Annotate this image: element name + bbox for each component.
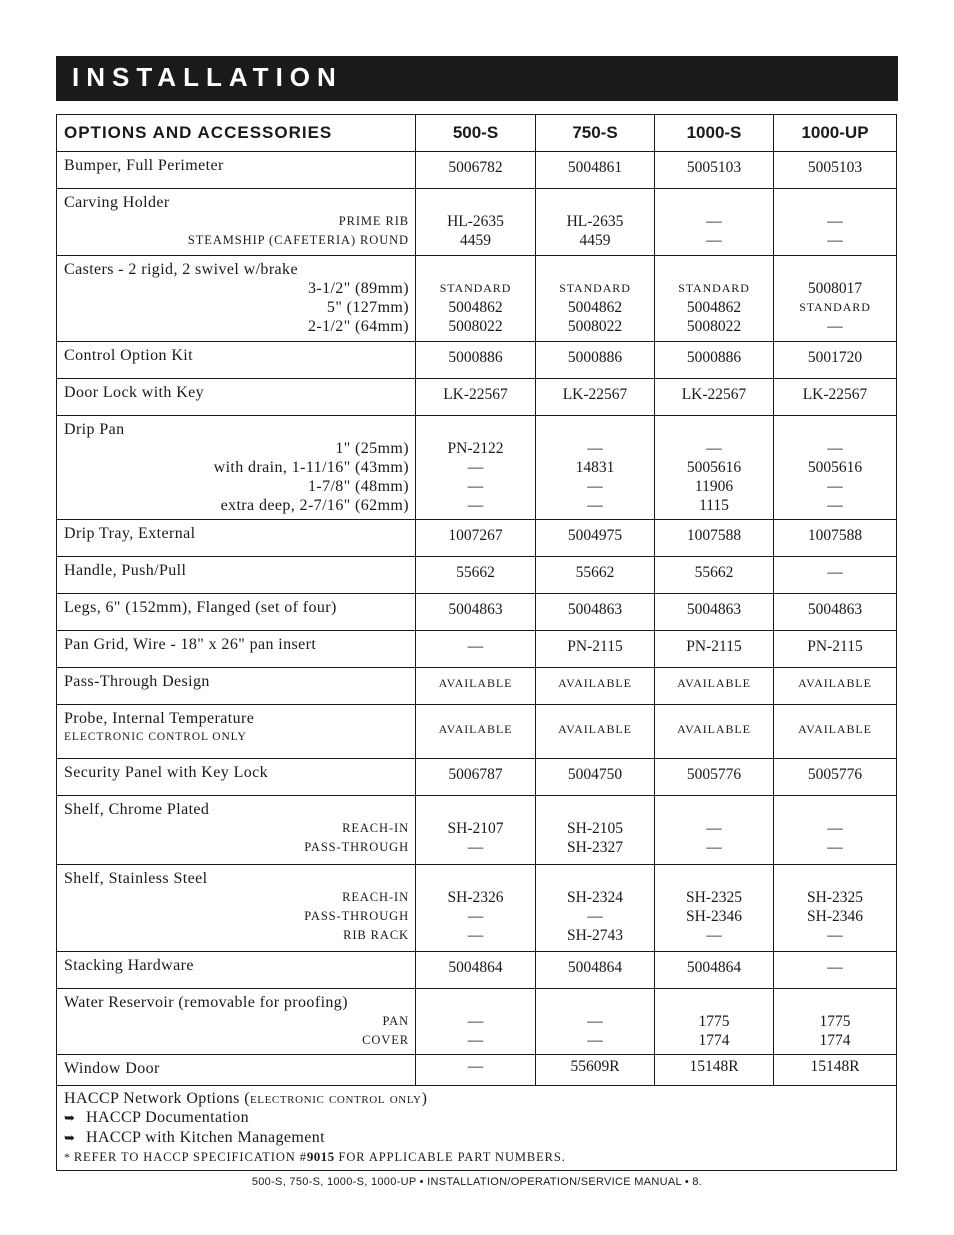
part-number: –– [706, 440, 722, 457]
value-cell-1000s [655, 705, 774, 759]
option-label-cell [57, 796, 416, 865]
option-name: Shelf, Chrome Plated [64, 801, 210, 818]
value-cell-500s [416, 379, 536, 416]
option-name: Control Option Kit [64, 347, 193, 364]
part-number: 5004863 [448, 601, 503, 618]
part-number: –– [827, 927, 843, 944]
haccp-title-note: electronic control only [249, 1090, 422, 1107]
value-cell-1000up [774, 631, 897, 668]
part-number: 55662 [694, 564, 734, 581]
value-cell-1000up [774, 1055, 897, 1086]
value-cell-750s [536, 668, 655, 705]
part-number: LK-22567 [443, 386, 508, 403]
value-cell-1000up [774, 705, 897, 759]
value-cell-750s [536, 152, 655, 189]
table-row [57, 759, 897, 796]
value-cell-750s [536, 865, 655, 952]
part-number: AVAILABLE [438, 722, 513, 736]
part-number: –– [706, 820, 722, 837]
value-cell-750s [536, 416, 655, 520]
section-banner [56, 56, 898, 101]
part-number: –– [827, 839, 843, 856]
part-number: STANDARD [559, 281, 631, 295]
part-number: –– [827, 318, 843, 335]
part-number: SH-2324 [567, 889, 623, 906]
table-row [57, 256, 897, 342]
part-number: 4459 [460, 232, 491, 249]
part-number: –– [467, 459, 484, 476]
value-cell-500s [416, 152, 536, 189]
table-row [57, 1055, 897, 1086]
value-cell-500s [416, 952, 536, 989]
haccp-cell [57, 1086, 897, 1171]
value-cell-1000up [774, 989, 897, 1055]
part-number: –– [467, 839, 484, 856]
value-cell-750s [536, 759, 655, 796]
part-number: –– [467, 638, 484, 655]
value-cell-500s [416, 865, 536, 952]
table-row [57, 705, 897, 759]
option-name: Bumper, Full Perimeter [64, 157, 224, 174]
option-variant: 2-1/2" (64mm) [307, 318, 409, 335]
page-footer: 500-S, 750-S, 1000-S, 1000-UP • INSTALLATION/OPERATION/SERVICE MANUAL • 8. [251, 1176, 703, 1188]
haccp-title [64, 1089, 890, 1108]
value-cell-500s [416, 256, 536, 342]
part-number: PN-2115 [686, 638, 742, 655]
part-number: AVAILABLE [558, 722, 632, 736]
haccp-note-asterisk: * [64, 1150, 74, 1164]
value-cell-1000s [655, 256, 774, 342]
option-label-cell [57, 557, 416, 594]
option-name: Water Reservoir (removable for proofing) [64, 994, 348, 1011]
part-number: 14831 [575, 459, 615, 476]
option-name: Legs, 6" (152mm), Flanged (set of four) [64, 599, 337, 616]
part-number: –– [827, 564, 843, 581]
part-number: 5005616 [807, 459, 863, 476]
option-variant: 3-1/2" (89mm) [307, 280, 409, 297]
haccp-note [64, 1148, 890, 1166]
option-variant: PASS-THROUGH [304, 909, 409, 923]
col-header-options: OPTIONS AND ACCESSORIES [57, 115, 416, 152]
part-number: 55609R [570, 1058, 620, 1075]
part-number: –– [467, 1032, 484, 1049]
part-number: 5001720 [807, 349, 863, 366]
part-number: LK-22567 [802, 386, 868, 403]
col-header-1000s: 1000-S [655, 115, 774, 152]
part-number: 5000886 [448, 349, 503, 366]
option-note: ELECTRONIC CONTROL ONLY [64, 731, 247, 743]
value-cell-500s [416, 520, 536, 557]
part-number: PN-2115 [807, 638, 863, 655]
part-number: –– [587, 497, 603, 514]
haccp-title-close: ) [421, 1090, 428, 1107]
part-number: –– [827, 820, 843, 837]
part-number: 5005776 [807, 766, 863, 783]
part-number: 5008017 [807, 280, 863, 297]
part-number: STANDARD [799, 300, 871, 314]
part-number: –– [467, 927, 484, 944]
value-cell-750s [536, 379, 655, 416]
value-cell-750s [536, 520, 655, 557]
part-number: 1007588 [807, 527, 863, 544]
value-cell-1000s [655, 989, 774, 1055]
haccp-item-label: HACCP Documentation [86, 1109, 249, 1126]
table-row [57, 342, 897, 379]
option-variant: PASS-THROUGH [304, 840, 409, 854]
value-cell-1000s [655, 416, 774, 520]
option-label-cell [57, 594, 416, 631]
value-cell-750s [536, 796, 655, 865]
table-row [57, 989, 897, 1055]
part-number: 5004862 [686, 299, 742, 316]
value-cell-500s [416, 594, 536, 631]
haccp-item [64, 1108, 890, 1128]
value-cell-1000s [655, 342, 774, 379]
part-number: STANDARD [678, 281, 750, 295]
part-number: –– [827, 497, 843, 514]
option-variant: STEAMSHIP (CAFETERIA) ROUND [187, 233, 409, 247]
part-number: –– [706, 232, 722, 249]
part-number: SH-2326 [447, 889, 504, 906]
part-number: –– [587, 478, 603, 495]
option-name: Security Panel with Key Lock [64, 764, 269, 781]
part-number: –– [827, 232, 843, 249]
part-number: –– [827, 440, 843, 457]
table-row [57, 796, 897, 865]
part-number: AVAILABLE [798, 722, 872, 736]
option-label-cell [57, 952, 416, 989]
part-number: LK-22567 [562, 386, 628, 403]
part-number: –– [467, 497, 484, 514]
value-cell-1000s [655, 379, 774, 416]
part-number: 1007267 [448, 527, 503, 544]
part-number: SH-2105 [567, 820, 623, 837]
haccp-spec-number: 9015 [306, 1149, 335, 1164]
value-cell-500s [416, 189, 536, 256]
value-cell-750s [536, 952, 655, 989]
option-label-cell [57, 416, 416, 520]
part-number: 5004863 [686, 601, 742, 618]
col-header-750s: 750-S [536, 115, 655, 152]
part-number: 5008022 [448, 318, 503, 335]
value-cell-1000s [655, 520, 774, 557]
value-cell-1000up [774, 796, 897, 865]
table-row [57, 668, 897, 705]
option-variant: 1" (25mm) [335, 440, 409, 457]
value-cell-500s [416, 796, 536, 865]
value-cell-1000up [774, 952, 897, 989]
part-number: 5000886 [567, 349, 623, 366]
haccp-row [57, 1086, 897, 1171]
option-label-cell [57, 989, 416, 1055]
part-number: –– [587, 440, 603, 457]
table-row [57, 631, 897, 668]
option-variant: RIB RACK [343, 928, 409, 942]
part-number: 15148R [810, 1058, 860, 1075]
option-name: Pass-Through Design [64, 673, 210, 690]
part-number: HL-2635 [566, 213, 624, 230]
part-number: 55662 [575, 564, 615, 581]
option-variant: COVER [362, 1033, 409, 1047]
option-variant: PAN [382, 1014, 409, 1028]
table-row [57, 557, 897, 594]
part-number: STANDARD [439, 281, 512, 295]
part-number: –– [706, 839, 722, 856]
value-cell-1000s [655, 865, 774, 952]
value-cell-1000up [774, 520, 897, 557]
value-cell-1000up [774, 342, 897, 379]
part-number: –– [827, 478, 843, 495]
option-name: Stacking Hardware [64, 957, 194, 974]
part-number: –– [467, 908, 484, 925]
option-label-cell [57, 631, 416, 668]
part-number: 5005776 [686, 766, 742, 783]
haccp-note-tail: FOR APPLICABLE PART NUMBERS. [334, 1150, 566, 1164]
part-number: 5006782 [448, 159, 503, 176]
arrow-right-icon: ➥ [64, 1131, 76, 1146]
option-label-cell [57, 1055, 416, 1086]
part-number: 5008022 [567, 318, 623, 335]
value-cell-1000up [774, 152, 897, 189]
value-cell-1000up [774, 189, 897, 256]
value-cell-750s [536, 705, 655, 759]
option-variant: 5" (127mm) [326, 299, 409, 316]
part-number: –– [587, 1032, 603, 1049]
part-number: 5004861 [567, 159, 623, 176]
part-number: PN-2115 [567, 638, 623, 655]
part-number: 5004750 [567, 766, 623, 783]
option-name: Drip Pan [64, 421, 125, 438]
value-cell-1000up [774, 379, 897, 416]
value-cell-750s [536, 631, 655, 668]
value-cell-750s [536, 594, 655, 631]
option-name: Handle, Push/Pull [64, 562, 187, 579]
part-number: 5004863 [567, 601, 623, 618]
haccp-title-text: HACCP Network Options ( [64, 1090, 250, 1107]
value-cell-1000s [655, 1055, 774, 1086]
part-number: 5004864 [567, 959, 623, 976]
value-cell-1000up [774, 594, 897, 631]
value-cell-1000s [655, 557, 774, 594]
table-row [57, 416, 897, 520]
part-number: 5006787 [448, 766, 503, 783]
option-name: Window Door [64, 1060, 160, 1077]
part-number: 5005616 [686, 459, 742, 476]
part-number: SH-2325 [807, 889, 863, 906]
haccp-item-label: HACCP with Kitchen Management [86, 1129, 325, 1146]
option-label-cell [57, 865, 416, 952]
option-name: Casters - 2 rigid, 2 swivel w/brake [64, 261, 298, 278]
value-cell-500s [416, 557, 536, 594]
part-number: –– [587, 908, 603, 925]
arrow-right-icon: ➥ [64, 1111, 76, 1126]
part-number: AVAILABLE [558, 676, 632, 690]
part-number: 5005103 [807, 159, 863, 176]
value-cell-1000up [774, 416, 897, 520]
option-variant: 1-7/8" (48mm) [307, 478, 409, 495]
part-number: AVAILABLE [677, 722, 751, 736]
table-row [57, 865, 897, 952]
value-cell-500s [416, 1055, 536, 1086]
option-label-cell [57, 152, 416, 189]
option-label-cell [57, 668, 416, 705]
part-number: 1774 [819, 1032, 851, 1049]
table-row [57, 520, 897, 557]
option-label-cell [57, 256, 416, 342]
part-number: SH-2325 [686, 889, 742, 906]
option-name: Door Lock with Key [64, 384, 205, 401]
option-name: Carving Holder [64, 194, 170, 211]
value-cell-1000s [655, 796, 774, 865]
part-number: –– [467, 478, 484, 495]
value-cell-500s [416, 342, 536, 379]
option-name: Probe, Internal Temperature [64, 710, 255, 727]
value-cell-500s [416, 705, 536, 759]
option-variant: PRIME RIB [338, 214, 409, 228]
part-number: 55662 [456, 564, 495, 581]
part-number: SH-2107 [447, 820, 504, 837]
part-number: 5004864 [448, 959, 503, 976]
value-cell-1000s [655, 189, 774, 256]
option-name: Shelf, Stainless Steel [64, 870, 208, 887]
part-number: 5005103 [686, 159, 742, 176]
part-number: 5004862 [448, 299, 503, 316]
value-cell-750s [536, 1055, 655, 1086]
option-label-cell [57, 342, 416, 379]
part-number: AVAILABLE [438, 676, 513, 690]
option-label-cell [57, 520, 416, 557]
table-row [57, 189, 897, 256]
col-header-1000up: 1000-UP [774, 115, 897, 152]
option-label-cell [57, 189, 416, 256]
part-number: SH-2346 [807, 908, 863, 925]
value-cell-500s [416, 416, 536, 520]
col-header-500s: 500-S [416, 115, 536, 152]
value-cell-500s [416, 759, 536, 796]
option-name: Drip Tray, External [64, 525, 196, 542]
option-label-cell [57, 759, 416, 796]
value-cell-750s [536, 342, 655, 379]
part-number: 5004862 [567, 299, 623, 316]
part-number: SH-2327 [567, 839, 623, 856]
value-cell-500s [416, 989, 536, 1055]
part-number: AVAILABLE [798, 676, 872, 690]
value-cell-750s [536, 989, 655, 1055]
part-number: 4459 [579, 232, 611, 249]
table-row [57, 594, 897, 631]
part-number: 5004863 [807, 601, 863, 618]
option-name: Pan Grid, Wire - 18" x 26" pan insert [64, 636, 317, 653]
value-cell-1000up [774, 865, 897, 952]
value-cell-1000s [655, 594, 774, 631]
option-variant: with drain, 1-11/16" (43mm) [213, 459, 409, 476]
value-cell-750s [536, 256, 655, 342]
part-number: 1007588 [686, 527, 742, 544]
haccp-note-text: REFER TO HACCP SPECIFICATION # [73, 1150, 307, 1164]
part-number: –– [706, 213, 722, 230]
value-cell-500s [416, 668, 536, 705]
part-number: 5008022 [686, 318, 742, 335]
part-number: –– [827, 213, 843, 230]
value-cell-1000s [655, 152, 774, 189]
table-header-row [57, 115, 897, 152]
value-cell-1000s [655, 631, 774, 668]
part-number: SH-2346 [686, 908, 742, 925]
part-number: 5004975 [567, 527, 623, 544]
value-cell-1000up [774, 557, 897, 594]
part-number: LK-22567 [681, 386, 747, 403]
part-number: 1774 [698, 1032, 730, 1049]
value-cell-1000up [774, 668, 897, 705]
table-row [57, 152, 897, 189]
haccp-item [64, 1128, 890, 1148]
part-number: 1775 [698, 1013, 730, 1030]
option-variant: REACH-IN [342, 821, 409, 835]
part-number: AVAILABLE [677, 676, 751, 690]
part-number: HL-2635 [447, 213, 504, 230]
value-cell-1000s [655, 952, 774, 989]
part-number: –– [706, 927, 722, 944]
table-row [57, 379, 897, 416]
value-cell-1000up [774, 256, 897, 342]
option-label-cell [57, 705, 416, 759]
part-number: 15148R [689, 1058, 739, 1075]
table-row [57, 952, 897, 989]
part-number: –– [827, 959, 843, 976]
part-number: PN-2122 [447, 440, 504, 457]
value-cell-750s [536, 557, 655, 594]
value-cell-1000s [655, 668, 774, 705]
value-cell-1000up [774, 759, 897, 796]
part-number: –– [467, 1058, 484, 1075]
value-cell-750s [536, 189, 655, 256]
options-table [56, 114, 897, 1171]
value-cell-1000s [655, 759, 774, 796]
part-number: 1115 [699, 497, 729, 514]
option-variant: REACH-IN [342, 890, 409, 904]
part-number: 5004864 [686, 959, 742, 976]
option-variant: extra deep, 2-7/16" (62mm) [220, 497, 409, 514]
part-number: 1775 [819, 1013, 851, 1030]
part-number: 5000886 [686, 349, 742, 366]
part-number: 11906 [694, 478, 734, 495]
part-number: –– [467, 1013, 484, 1030]
part-number: –– [587, 1013, 603, 1030]
option-label-cell [57, 379, 416, 416]
section-title: INSTALLATION [72, 62, 343, 92]
part-number: SH-2743 [567, 927, 623, 944]
value-cell-500s [416, 631, 536, 668]
